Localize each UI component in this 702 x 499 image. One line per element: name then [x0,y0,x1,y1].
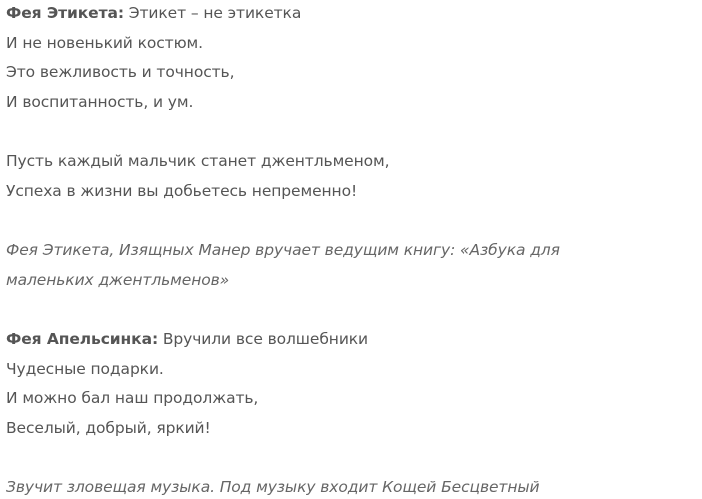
dialogue-line [6,3,301,23]
dialogue-line: Веселый, добрый, яркий! [6,419,211,437]
dialogue-line [6,329,368,349]
dialogue-line: И воспитанность, и ум. [6,93,194,111]
dialogue-text: Вручили все волшебники [162,330,369,348]
speaker-name: Фея Этикета: [6,4,124,22]
dialogue-line: Чудесные подарки. [6,360,164,378]
dialogue-text: Этикет – не этикетка [128,4,302,22]
dialogue-line: Это вежливость и точность, [6,63,235,81]
stage-direction: Звучит зловещая музыка. Под музыку входит Кощей Бесцветный [6,478,540,496]
dialogue-line: Пусть каждый мальчик станет джентльменом, [6,152,390,170]
dialogue-line: И не новенький костюм. [6,34,203,52]
dialogue-line: Успеха в жизни вы добьетесь непременно! [6,182,358,200]
speaker-name: Фея Апельсинка: [6,330,159,348]
stage-direction: Фея Этикета, Изящных Манер вручает ведущим книгу: «Азбука для [6,241,560,259]
dialogue-line: И можно бал наш продолжать, [6,389,259,407]
stage-direction: маленьких джентльменов» [6,271,230,289]
